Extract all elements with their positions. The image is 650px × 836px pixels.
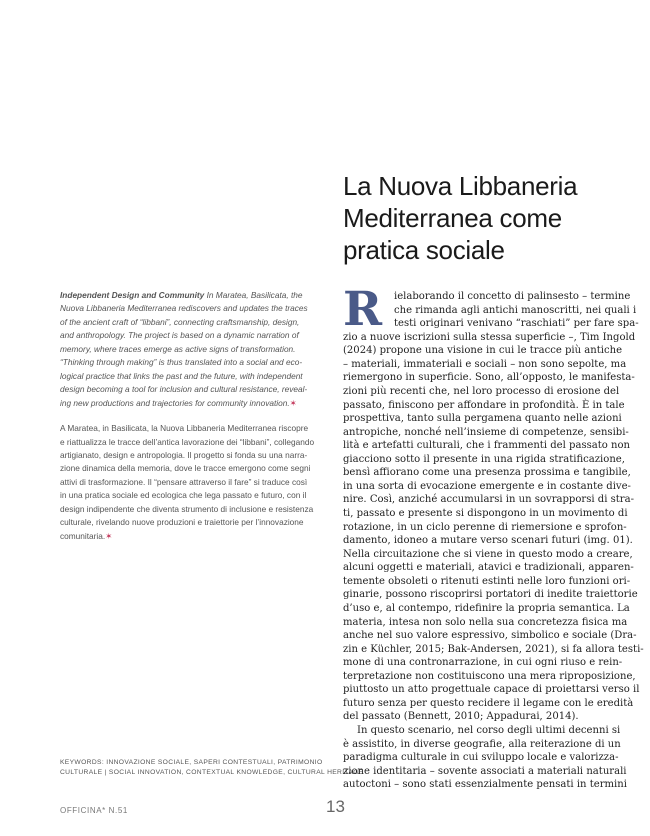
abstract-line: zione dinamica della memoria, dove le tracce emergono come segni: [60, 463, 311, 474]
drop-cap: R: [343, 282, 383, 337]
body-line: nire. Così, anziché accumularsi in un sovrapporsi di stra-: [343, 494, 634, 506]
body-line: bensì affiorano come una presenza prossima e tangibile,: [343, 467, 631, 479]
body-line: rotazione, in un ciclo perenne di riemersione e sprofon-: [343, 521, 627, 533]
body-line: materia, intesa non solo nella sua concretezza fisica ma: [343, 616, 628, 628]
body-line: antropiche, nonché nell’insieme di competenze, sensibi-: [343, 426, 629, 438]
body-line: passato, finiscono per affondare in profondità. È in tale: [343, 399, 625, 411]
journal-name: OFFICINA* N.51: [60, 806, 128, 815]
body-line: zin e Küchler, 2015; Bak-Andersen, 2021), si fa allora testi-: [343, 643, 644, 655]
abstract-line: A Maratea, in Basilicata, la Nuova Libbaneria Mediterranea riscopre: [60, 423, 309, 434]
abstract-line: ing new productions and trajectories for community innovation.✶: [60, 397, 297, 408]
star-icon: ✶: [105, 530, 113, 541]
body-line: prospettiva, tanto sulla pergamena quanto nelle azioni: [343, 413, 622, 425]
abstract-lead: Independent Design and Community: [60, 290, 205, 300]
star-icon: ✶: [289, 397, 297, 408]
abstract-line: culturale, rivelando nuove produzioni e traiettorie per l’innovazione: [60, 517, 304, 528]
body-line: zio a nuove iscrizioni sulla stessa superficie –, Tim Ingold: [343, 331, 636, 343]
abstract-line: Nuova Libbaneria Mediterranea rediscovers and updates the traces: [60, 303, 308, 314]
body-line: è assistito, in diverse geografie, alla reiterazione di un: [343, 738, 621, 750]
body-line: piuttosto un atto progettuale capace di proiettarsi verso il: [343, 684, 640, 696]
body-line: futuro senza per questo recidere il legame con le eredità: [343, 697, 634, 709]
body-line: testi originari venivano “raschiati” per fare spa-: [394, 318, 639, 330]
abstract-line: design becoming a tool for inclusion and cultural resistance, reveal-: [60, 384, 308, 395]
body-line: – materiali, immateriali e sociali – non sono sepolte, ma: [343, 358, 627, 370]
body-line: zioni più recenti che, nel loro processo di erosione del: [343, 385, 620, 397]
body-line: d’uso e, al contempo, ridefinire la propria semantica. La: [343, 602, 630, 614]
abstract-line: artigianato, design e antropologia. Il progetto si fonda su una narra-: [60, 449, 308, 460]
body-line: alcuni oggetti e materiali, atavici e tradizionali, apparen-: [343, 562, 634, 574]
body-line: mone di una contronarrazione, in cui ogni riuso e rein-: [343, 657, 623, 669]
keywords-line: KEYWORDS: INNOVAZIONE SOCIALE, SAPERI CONTESTUALI, PATRIMONIO: [60, 759, 323, 766]
body-line: giacciono sotto il presente in una rigida stratificazione,: [343, 453, 625, 465]
abstract-line: logical practice that links the past and the future, with independent: [60, 370, 303, 381]
body-line: In questo scenario, nel corso degli ultimi decenni si: [357, 725, 621, 736]
page-number: 13: [326, 797, 345, 816]
body-line: zione identitaria – sovente associati a materiali naturali: [343, 765, 627, 777]
body-line: del passato (Bennett, 2010; Appadurai, 2014).: [343, 711, 579, 723]
article-title: [343, 170, 643, 266]
title-line: Mediterranea come: [343, 203, 562, 233]
body-line: (2024) propone una visione in cui le tracce più antiche: [343, 345, 623, 357]
abstract-line: comunitaria.✶: [60, 530, 113, 541]
body-line: damento, idoneo a mutare verso scenari futuri (img. 01).: [343, 535, 633, 547]
abstract-line: Independent Design and Community In Maratea, Basilicata, the: [60, 290, 303, 300]
abstract-italian: [60, 422, 326, 543]
abstract-english: [60, 289, 326, 410]
body-line: ti, passato e presente si dispongono in un movimento di: [343, 508, 628, 519]
body-line: temente obsoleti o ritenuti estinti nelle loro funzioni ori-: [343, 575, 631, 587]
body-line: lità e artefatti culturali, che i frammenti del passato non: [343, 440, 631, 452]
body-line: riemergono in superficie. Sono, all’opposto, le manifesta-: [343, 372, 635, 384]
abstract-line: “Thinking through making” is thus translated into a social and eco-: [60, 357, 303, 368]
body-line: autoctoni – sono stati essenzialmente pensati in termini: [343, 779, 627, 791]
abstract-line: e riattualizza le tracce dell’antica lavorazione dei “libbani”, collegando: [60, 436, 315, 447]
body-text: [343, 282, 644, 792]
body-line: ielaborando il concetto di palinsesto – termine: [394, 291, 631, 302]
abstract-line: of the ancient craft of “libbani”, connecting craftsmanship, design,: [60, 316, 300, 327]
body-line: paradigma culturale in cui sviluppo locale e valorizza-: [343, 752, 619, 764]
title-line: La Nuova Libbaneria: [343, 171, 578, 201]
title-line: pratica sociale: [343, 235, 505, 265]
abstract-column: [60, 289, 326, 543]
abstract-line: in una pratica sociale ed ecologica che lega passato e futuro, con il: [60, 490, 307, 501]
body-line: che rimanda agli antichi manoscritti, nei quali i: [394, 304, 637, 316]
body-line: in una sorta di evocazione emergente e in costante dive-: [343, 480, 631, 492]
body-line: terpretazione non costituiscono una mera riproposizione,: [343, 670, 636, 682]
body-line: ginarie, possono riscoprirsi portatori di inedite traiettorie: [343, 589, 638, 601]
body-line: anche nel suo valore espressivo, simbolico e sociale (Dra-: [343, 630, 637, 642]
abstract-line: design indipendente che diventa strumento di inclusione e resistenza: [60, 503, 314, 514]
body-line: Nella circuitazione che si viene in questo modo a creare,: [343, 548, 633, 560]
abstract-line: memory, where traces emerge as active signs of transformation.: [60, 343, 296, 354]
keywords-line: CULTURALE | SOCIAL INNOVATION, CONTEXTUAL KNOWLEDGE, CULTURAL HERITAGE: [60, 769, 364, 776]
abstract-line: attivi di trasformazione. Il “pensare attraverso il fare” si traduce così: [60, 476, 308, 487]
keywords: [60, 758, 364, 778]
abstract-line: and anthropology. The project is based on a dynamic narration of: [60, 330, 299, 341]
